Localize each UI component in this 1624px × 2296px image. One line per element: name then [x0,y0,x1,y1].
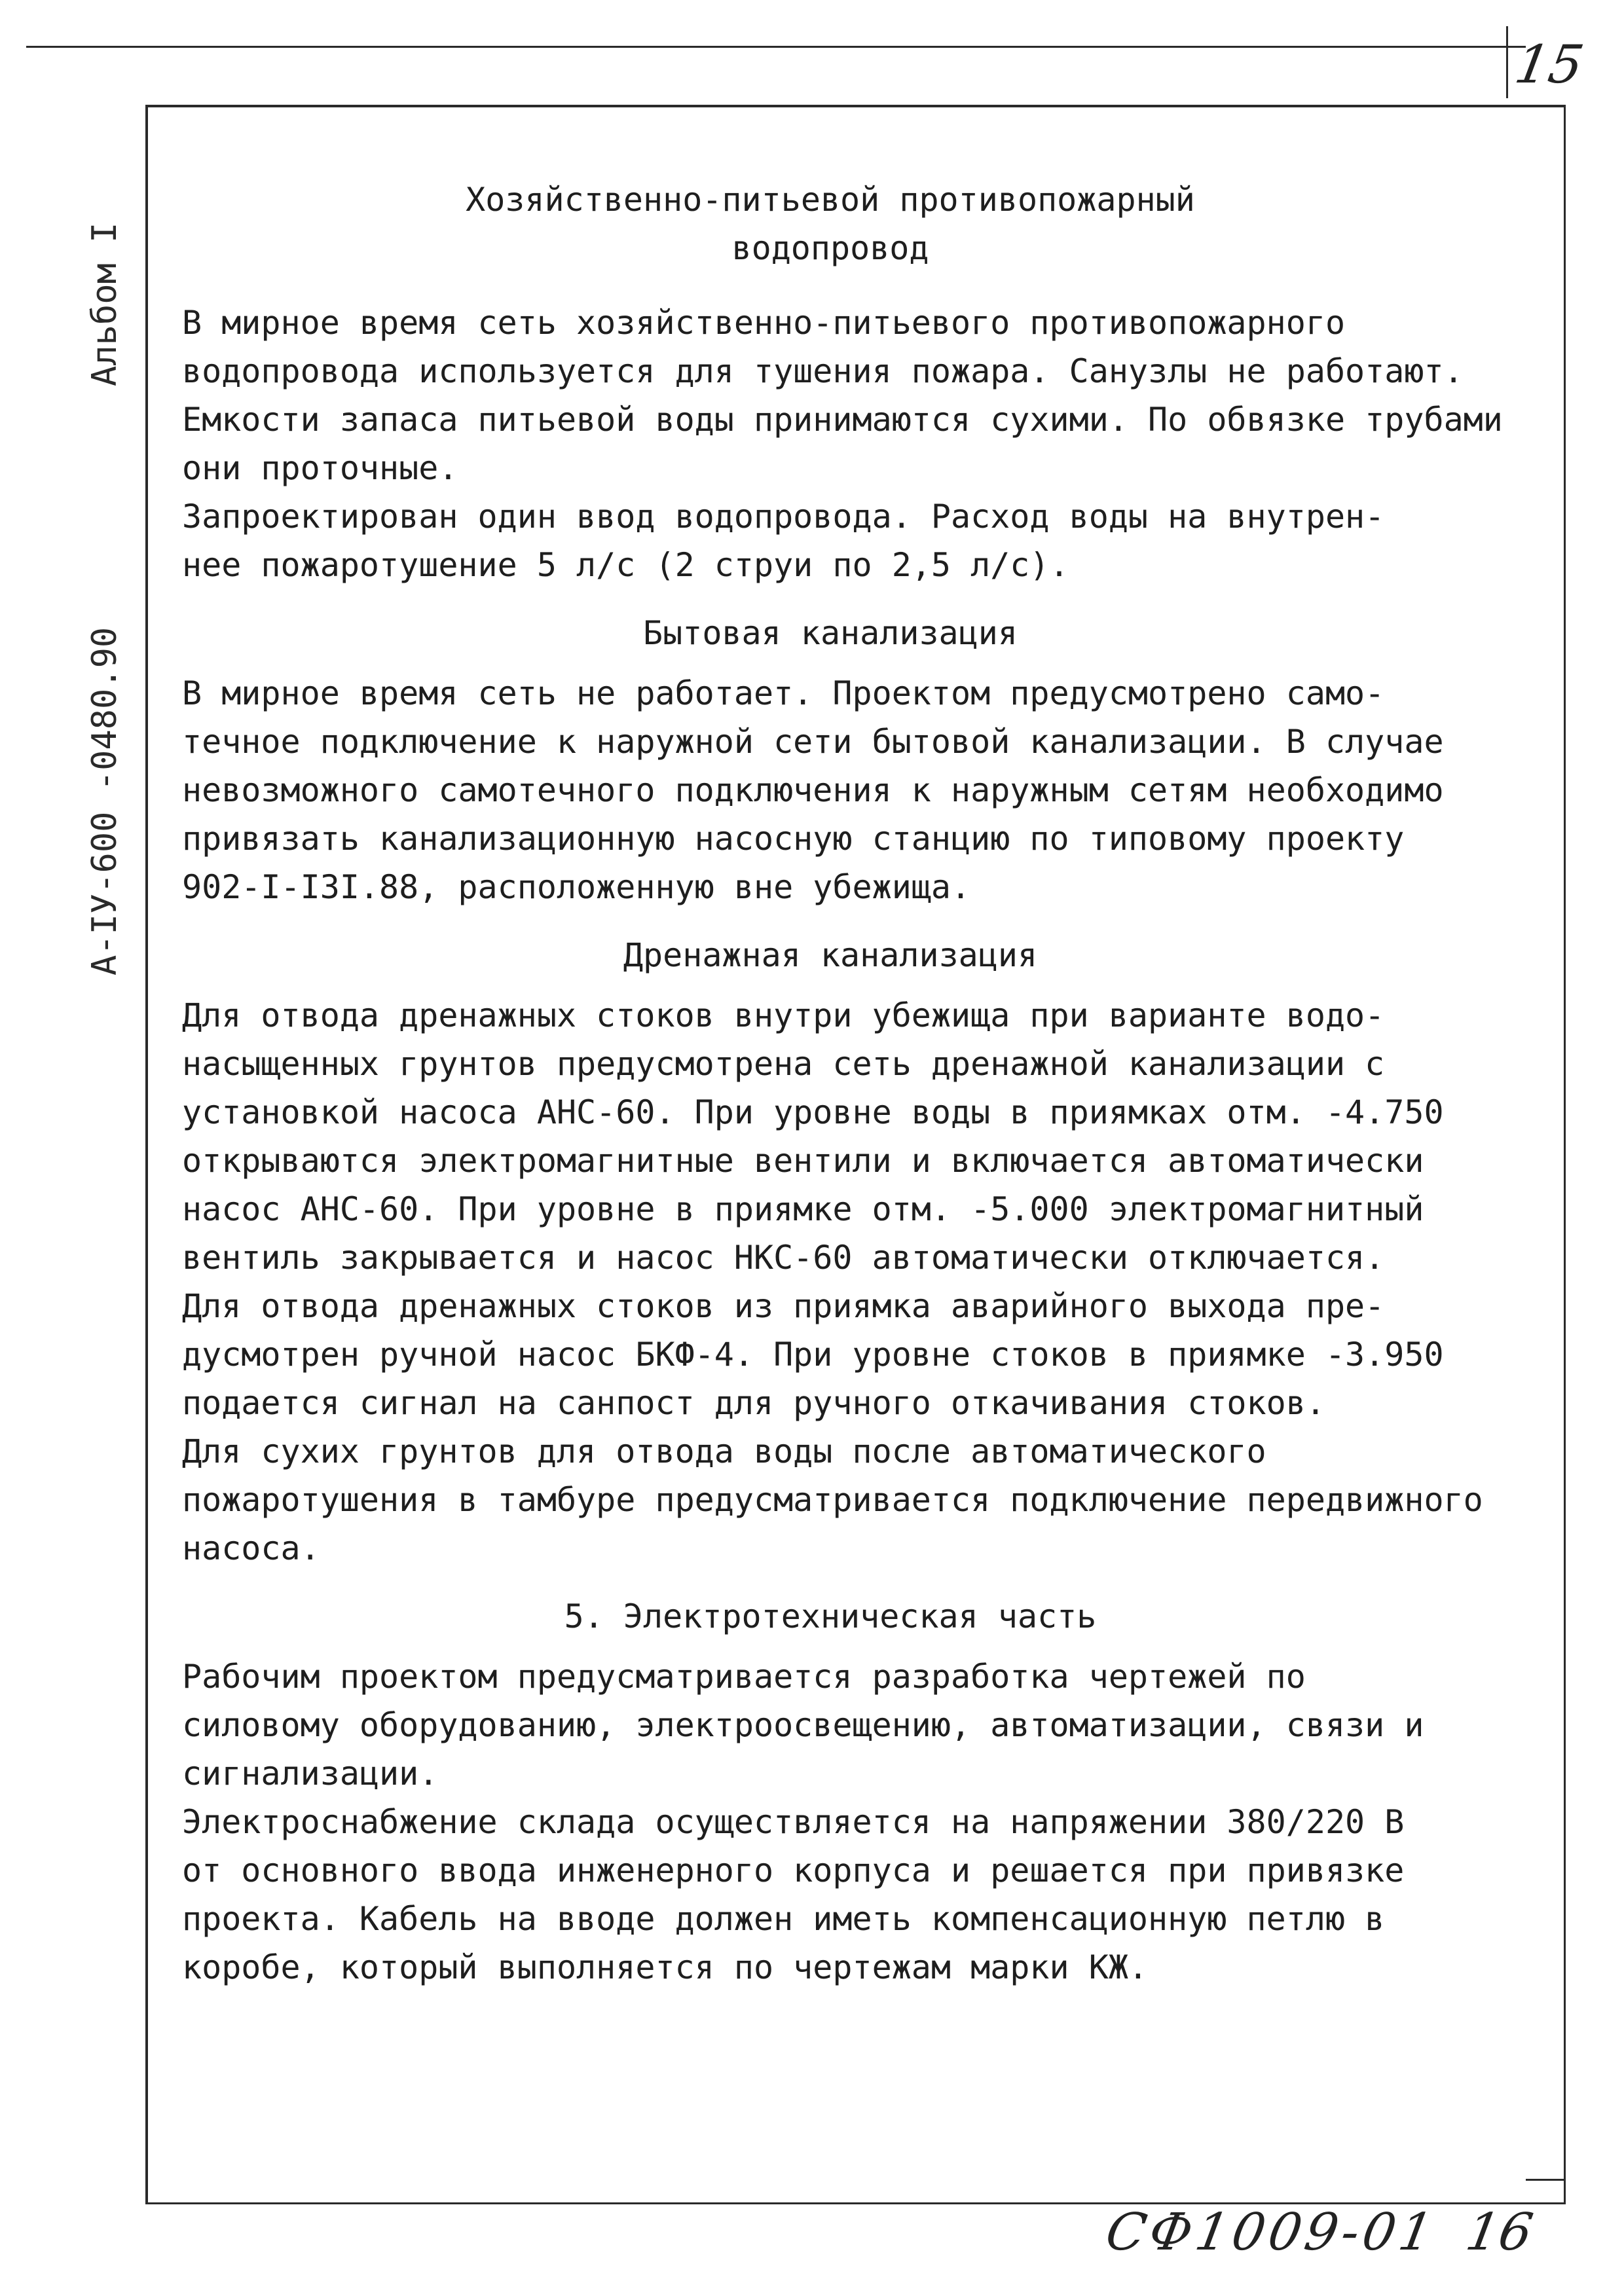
section-title-water-supply: Хозяйственно-питьевой противопожарный водопровод [466,181,1195,267]
footer-page-number: 16 [1462,2203,1538,2262]
footer-document-code: СФ1009-01 [1101,2203,1441,2262]
top-rule [26,46,1526,48]
paragraph: Рабочим проектом предусматривается разработка чертежей по силовому оборудованию, электроосвещению, автоматизации, связи и сигнализации. [182,1658,1424,1793]
sheet-number: 15 [1510,34,1588,95]
paragraph: Для отвода дренажных стоков из приямка аварийного выхода пре- дусмотрен ручной насос БКФ-4. При уровне стоков в приямке -3.950 подается сигнал на санпост для ручного откачивания стоков. [182,1287,1444,1422]
document-body [182,175,1557,1992]
section-title-domestic-sewerage: Бытовая канализация [643,614,1018,652]
paragraph: В мирное время сеть хозяйственно-питьевого противопожарного водопровода используется для тушения пожара. Санузлы не работают. Емкости запаса питьевой воды принимаются сухими. По обвязке трубами они проточные. [182,304,1503,487]
paragraph: В мирное время сеть не работает. Проектом предусмотрено само- течное подключение к наружной сети бытовой канализации. В случае невозможного самотечного подключения к наружным сетям необходимо привязать канализационную насосную станцию по типовому проекту 902-I-I3I.88, расположенную вне убежища. [182,674,1444,906]
side-album-label: Альбом I [85,222,124,386]
section-title-drainage-sewerage: Дренажная канализация [623,936,1038,974]
paragraph: Для отвода дренажных стоков внутри убежища при варианте водо- насыщенных грунтов предусмотрена сеть дренажной канализации с установкой насоса АНС-60. При уровне воды в приямках отм. -4.750 открываются электромагнитные вентили и включается автоматически насос АНС-60. При уровне в приямке отм. -5.000 электромагнитный вентиль закрывается и насос НКС-60 автоматически отключается. [182,996,1444,1277]
section-title-electrical: 5. Электротехническая часть [564,1597,1097,1635]
paragraph: Запроектирован один ввод водопровода. Расход воды на внутрен- нее пожаротушение 5 л/с (2 струи по 2,5 л/с). [182,498,1385,584]
paragraph: Электроснабжение склада осуществляется на напряжении 380/220 В от основного ввода инженерного корпуса и решается при привязке проекта. Кабель на вводе должен иметь компенсационную петлю в коробе, который выполняется по чертежам марки КЖ. [182,1803,1405,1986]
paragraph: Для сухих грунтов для отвода воды после автоматического пожаротушения в тамбуре предусматривается подключение передвижного насоса. [182,1432,1483,1567]
frame-tail-rule [1526,2179,1565,2181]
side-document-code: А-IУ-600 -0480.90 [85,627,124,975]
